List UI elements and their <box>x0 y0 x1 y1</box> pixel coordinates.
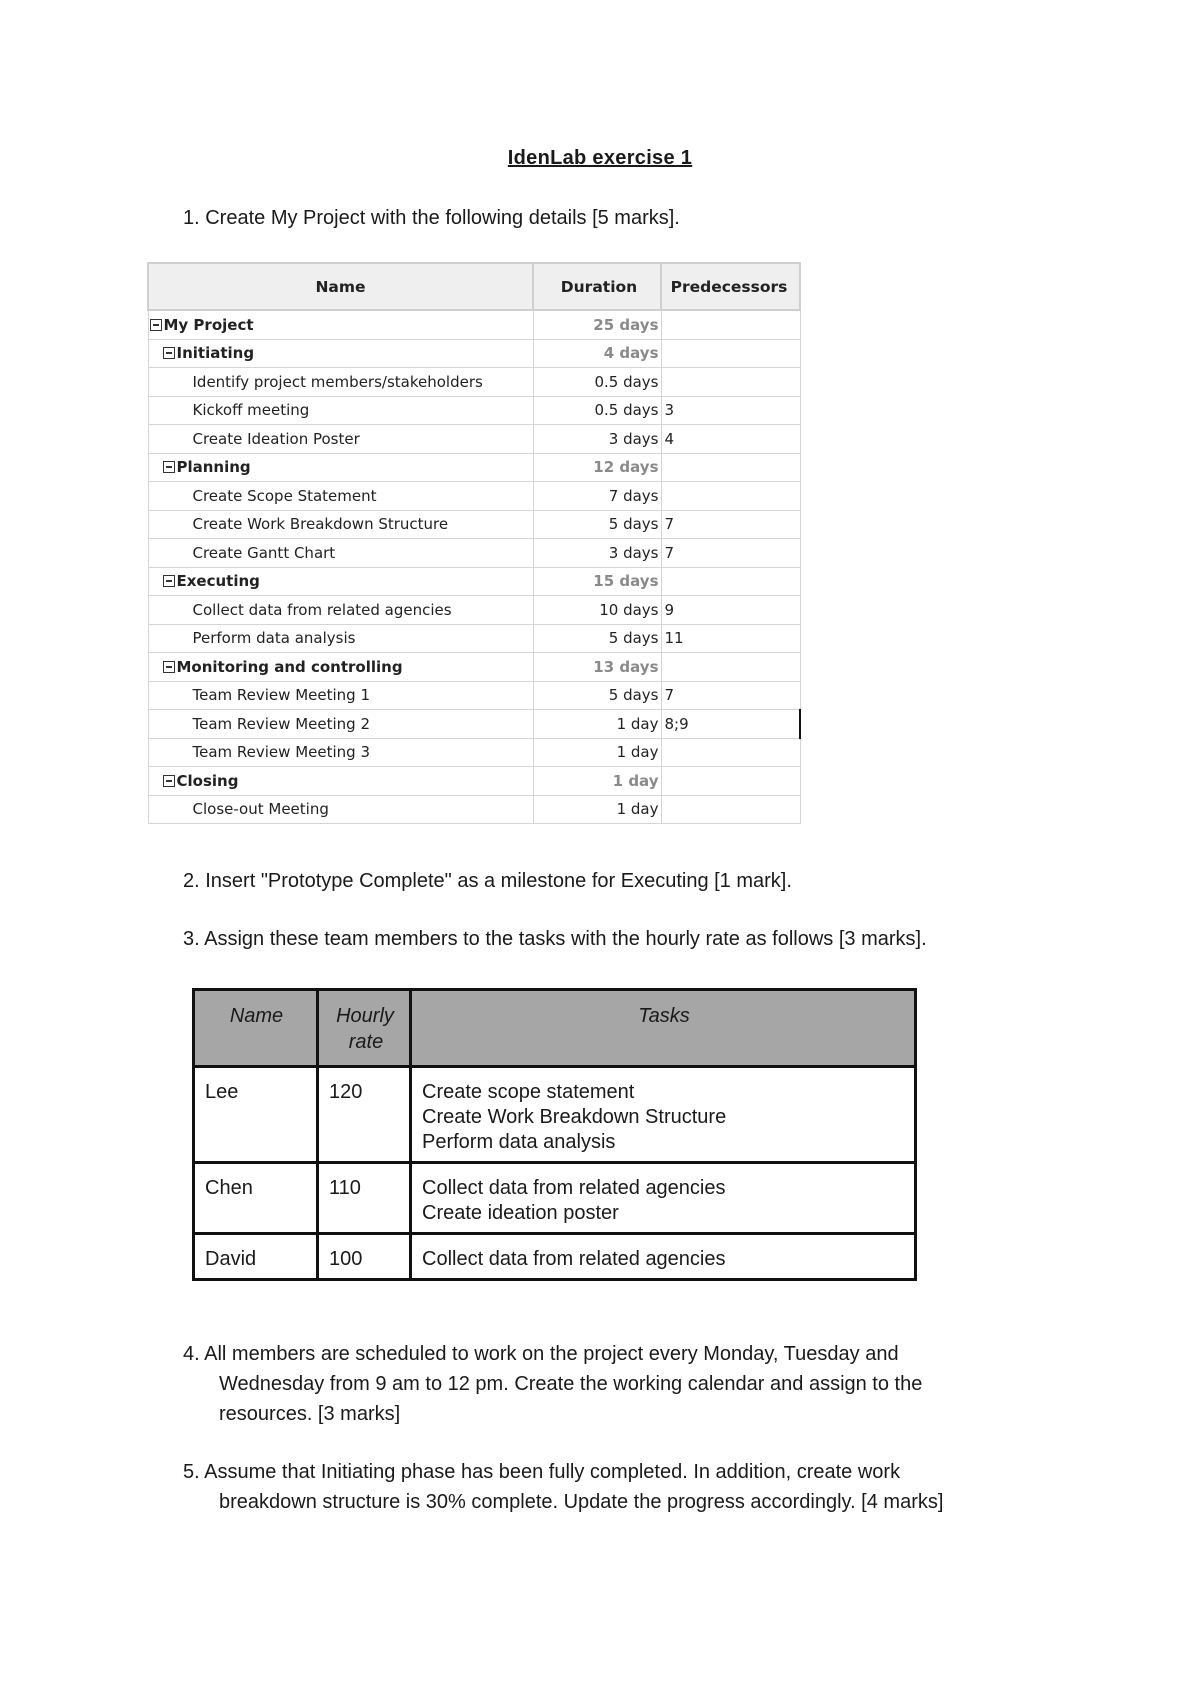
task-name-cell[interactable] <box>148 453 533 482</box>
task-name: Planning <box>176 458 251 477</box>
task-name-cell[interactable] <box>148 653 533 682</box>
task-predecessors[interactable] <box>661 738 800 767</box>
member-name[interactable]: Chen <box>194 1163 318 1234</box>
task-name: Initiating <box>176 344 255 363</box>
question-5-line1: 5. Assume that Initiating phase has been fully completed. In addition, create work <box>183 1461 901 1483</box>
project-task-table <box>147 262 801 824</box>
member-name[interactable]: David <box>194 1234 318 1280</box>
member-rate[interactable]: 120 <box>318 1067 411 1163</box>
header-predecessors: Predecessors <box>661 263 800 310</box>
table-row <box>148 339 800 368</box>
collapse-icon[interactable] <box>150 319 162 331</box>
task-predecessors[interactable] <box>661 767 800 796</box>
task-name[interactable]: Team Review Meeting 3 <box>148 738 533 767</box>
question-4-line3: resources. [3 marks] <box>219 1403 401 1425</box>
task-name[interactable]: Team Review Meeting 1 <box>148 681 533 710</box>
collapse-icon[interactable] <box>163 461 175 473</box>
header-tasks: Tasks <box>411 990 916 1067</box>
task-duration[interactable]: 4 days <box>533 339 661 368</box>
question-1: 1. Create My Project with the following details [5 marks]. <box>183 207 680 229</box>
task-name-cell[interactable] <box>148 567 533 596</box>
header-hourly-rate-line1: Hourly <box>336 1005 394 1027</box>
table-row <box>148 539 800 568</box>
member-name[interactable]: Lee <box>194 1067 318 1163</box>
task-duration[interactable]: 10 days <box>533 596 661 625</box>
task-name-cell[interactable] <box>148 767 533 796</box>
task-name[interactable]: Create Work Breakdown Structure <box>148 510 533 539</box>
question-4-line2: Wednesday from 9 am to 12 pm. Create the working calendar and assign to the <box>219 1373 923 1395</box>
table-row <box>148 396 800 425</box>
table-row <box>148 453 800 482</box>
task-duration[interactable]: 5 days <box>533 681 661 710</box>
member-rate[interactable]: 110 <box>318 1163 411 1234</box>
team-members-table <box>192 988 917 1281</box>
task-item: Create scope statement <box>422 1081 635 1103</box>
task-duration[interactable]: 5 days <box>533 624 661 653</box>
task-item: Create Work Breakdown Structure <box>422 1106 727 1128</box>
table-row <box>148 596 800 625</box>
task-predecessors[interactable]: 7 <box>661 539 800 568</box>
task-name[interactable]: Kickoff meeting <box>148 396 533 425</box>
task-duration[interactable]: 0.5 days <box>533 368 661 397</box>
task-duration[interactable]: 5 days <box>533 510 661 539</box>
task-predecessors[interactable]: 7 <box>661 681 800 710</box>
header-duration: Duration <box>533 263 661 310</box>
task-duration[interactable]: 0.5 days <box>533 396 661 425</box>
table-row <box>148 767 800 796</box>
task-predecessors[interactable]: 7 <box>661 510 800 539</box>
member-tasks[interactable] <box>411 1163 916 1234</box>
table-row <box>194 1067 916 1163</box>
table-row <box>194 1234 916 1280</box>
task-predecessors[interactable]: 3 <box>661 396 800 425</box>
task-item: Create ideation poster <box>422 1202 619 1224</box>
task-name: My Project <box>163 315 254 334</box>
table-row <box>148 710 800 739</box>
task-name[interactable]: Create Gantt Chart <box>148 539 533 568</box>
task-duration[interactable]: 25 days <box>533 310 661 339</box>
collapse-icon[interactable] <box>163 347 175 359</box>
task-duration[interactable]: 1 day <box>533 710 661 739</box>
collapse-icon[interactable] <box>163 661 175 673</box>
question-3: 3. Assign these team members to the tasks with the hourly rate as follows [3 marks]. <box>183 928 927 950</box>
question-5 <box>183 1457 943 1517</box>
document-title: IdenLab exercise 1 <box>507 147 693 169</box>
task-name: Monitoring and controlling <box>176 657 403 676</box>
member-rate[interactable]: 100 <box>318 1234 411 1280</box>
header-hourly-rate-line2: rate <box>348 1031 384 1053</box>
task-item: Collect data from related agencies <box>422 1248 726 1270</box>
team-table-header <box>194 990 916 1067</box>
table-row <box>148 738 800 767</box>
question-4-line1: 4. All members are scheduled to work on the project every Monday, Tuesday and <box>183 1343 899 1365</box>
task-name[interactable]: Perform data analysis <box>148 624 533 653</box>
task-predecessors[interactable]: 8;9 <box>661 710 800 739</box>
header-name: Name <box>194 990 318 1067</box>
collapse-icon[interactable] <box>163 775 175 787</box>
task-predecessors[interactable]: 4 <box>661 425 800 454</box>
project-table-header <box>148 263 800 310</box>
task-duration[interactable]: 12 days <box>533 453 661 482</box>
task-duration[interactable]: 13 days <box>533 653 661 682</box>
table-row <box>148 653 800 682</box>
task-duration[interactable]: 3 days <box>533 425 661 454</box>
task-duration[interactable]: 1 day <box>533 795 661 824</box>
task-predecessors[interactable] <box>661 453 800 482</box>
task-name: Closing <box>176 771 239 790</box>
task-predecessors[interactable] <box>661 339 800 368</box>
table-row <box>148 681 800 710</box>
task-name-cell[interactable] <box>148 310 533 339</box>
member-tasks[interactable] <box>411 1234 916 1280</box>
header-hourly-rate <box>318 990 411 1067</box>
task-predecessors[interactable]: 11 <box>661 624 800 653</box>
task-predecessors[interactable] <box>661 482 800 511</box>
task-name[interactable]: Create Scope Statement <box>148 482 533 511</box>
task-predecessors[interactable] <box>661 653 800 682</box>
task-name[interactable]: Close-out Meeting <box>148 795 533 824</box>
question-4 <box>183 1339 922 1429</box>
task-duration[interactable]: 15 days <box>533 567 661 596</box>
header-name: Name <box>148 263 533 310</box>
task-predecessors[interactable] <box>661 368 800 397</box>
task-predecessors[interactable] <box>661 795 800 824</box>
table-row <box>194 1163 916 1234</box>
table-row <box>148 510 800 539</box>
task-predecessors[interactable] <box>661 310 800 339</box>
task-predecessors[interactable] <box>661 567 800 596</box>
task-name[interactable]: Team Review Meeting 2 <box>148 710 533 739</box>
task-duration[interactable]: 7 days <box>533 482 661 511</box>
member-tasks[interactable] <box>411 1067 916 1163</box>
task-duration[interactable]: 1 day <box>533 767 661 796</box>
collapse-icon[interactable] <box>163 575 175 587</box>
question-5-line2: breakdown structure is 30% complete. Update the progress accordingly. [4 marks] <box>219 1491 944 1513</box>
task-name-cell[interactable] <box>148 339 533 368</box>
table-row <box>148 795 800 824</box>
task-item: Perform data analysis <box>422 1131 616 1153</box>
task-duration[interactable]: 3 days <box>533 539 661 568</box>
table-row <box>148 310 800 339</box>
task-name[interactable]: Create Ideation Poster <box>148 425 533 454</box>
task-duration[interactable]: 1 day <box>533 738 661 767</box>
table-row <box>148 624 800 653</box>
table-row <box>148 482 800 511</box>
table-row <box>148 567 800 596</box>
task-name[interactable]: Identify project members/stakeholders <box>148 368 533 397</box>
table-row <box>148 425 800 454</box>
task-item: Collect data from related agencies <box>422 1177 726 1199</box>
table-row <box>148 368 800 397</box>
task-name: Executing <box>176 572 260 591</box>
task-predecessors[interactable]: 9 <box>661 596 800 625</box>
question-2: 2. Insert "Prototype Complete" as a milestone for Executing [1 mark]. <box>183 870 792 892</box>
task-name[interactable]: Collect data from related agencies <box>148 596 533 625</box>
